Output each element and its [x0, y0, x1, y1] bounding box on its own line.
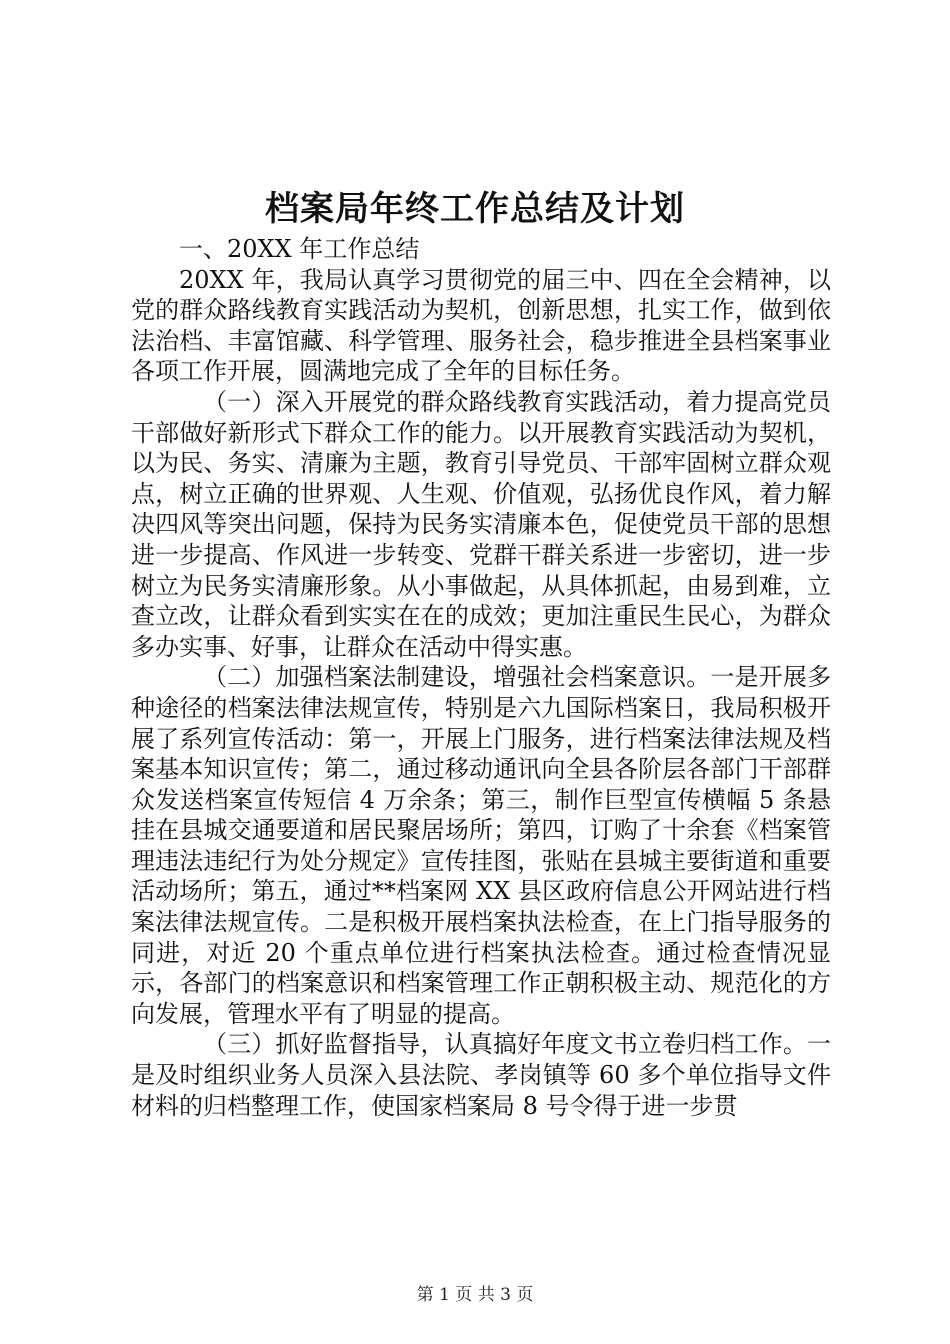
document-title: 档案局年终工作总结及计划 [265, 189, 685, 229]
document-body [131, 234, 831, 1121]
section-heading: 一、20XX 年工作总结 [179, 235, 420, 263]
paragraph: （二）加强档案法制建设，增强社会档案意识。一是开展多种途径的档案法律法规宣传，特别是六九国际档案日，我局积极开展了系列宣传活动：第一，开展上门服务，进行档案法律法规及档案基本知识宣传；第二，通过移动通讯向全县各阶层各部门干部群众发送档案宣传短信 4 万余条；第三，制作巨型宣传横幅 5 条悬挂在县城交通要道和居民聚居场所；第四，订购了十余套《档案管理违法违纪行为处分规定》宣传挂图，张贴在县城主要街道和重要活动场所；第五，通过**档案网 XX 县区政府信息公开网站进行档案法律法规宣传。二是积极开展档案执法检查，在上门指导服务的同进，对近 20 个重点单位进行档案执法检查。通过检查情况显示，各部门的档案意识和档案管理工作正朝积极主动、规范化的方向发展，管理水平有了明显的提高。 [131, 663, 831, 1028]
paragraph: 20XX 年，我局认真学习贯彻党的届三中、四在全会精神，以党的群众路线教育实践活动为契机，创新思想，扎实工作，做到依法治档、丰富馆藏、科学管理、服务社会，稳步推进全县档案事业各项工作开展，圆满地完成了全年的目标任务。 [131, 265, 831, 386]
paragraph: （三）抓好监督指导，认真搞好年度文书立卷归档工作。一是及时组织业务人员深入县法院、孝岗镇等 60 多个单位指导文件材料的归档整理工作，使国家档案局 8 号令得于进一步贯 [131, 1030, 831, 1120]
paragraph: （一）深入开展党的群众路线教育实践活动，着力提高党员干部做好新形式下群众工作的能力。以开展教育实践活动为契机，以为民、务实、清廉为主题，教育引导党员、干部牢固树立群众观点，树立正确的世界观、人生观、价值观，弘扬优良作风，着力解决四风等突出问题，保持为民务实清廉本色，促使党员干部的思想进一步提高、作风进一步转变、党群干群关系进一步密切，进一步树立为民务实清廉形象。从小事做起，从具体抓起，由易到难，立查立改，让群众看到实实在在的成效；更加注重民生民心，为群众多办实事、好事，让群众在活动中得实惠。 [131, 387, 831, 661]
page-footer: 第 1 页 共 3 页 [416, 1285, 534, 1305]
